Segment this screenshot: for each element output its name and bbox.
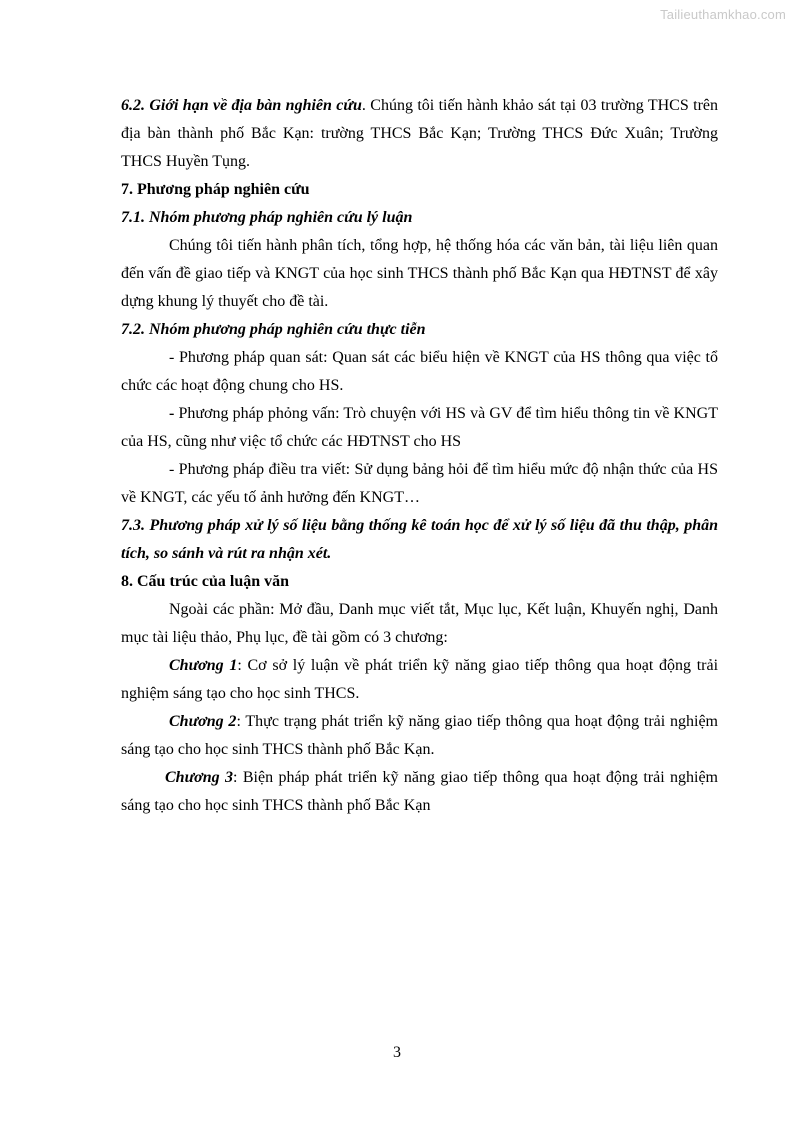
list-item-observation: - Phương pháp quan sát: Quan sát các biểu hiện về KNGT của HS thông qua việc tổ chức các hoạt động chung cho HS. <box>121 349 718 394</box>
paragraph-8-intro: Ngoài các phần: Mở đầu, Danh mục viết tắt, Mục lục, Kết luận, Khuyến nghị, Danh mục tài liệu thảo, Phụ lục, đề tài gồm có 3 chương: <box>121 601 718 646</box>
paragraph-7-1: Chúng tôi tiến hành phân tích, tổng hợp, hệ thống hóa các văn bản, tài liệu liên quan đến vấn đề giao tiếp và KNGT của học sinh THCS thành phố Bắc Kạn qua HĐTNST để xây dựng khung lý thuyết cho đề tài. <box>121 237 718 310</box>
chapter-1-text: : Cơ sở lý luận về phát triển kỹ năng giao tiếp thông qua hoạt động trải nghiệm sáng tạo cho học sinh THCS. <box>121 657 719 702</box>
chapter-3-text: : Biện pháp phát triển kỹ năng giao tiếp thông qua hoạt động trải nghiệm sáng tạo cho học sinh THCS thành phố Bắc Kạn <box>121 769 719 814</box>
list-item-interview <box>121 400 718 456</box>
chapter-3 <box>121 764 718 820</box>
heading-7-2: 7.2. Nhóm phương pháp nghiên cứu thực tiễn <box>121 321 426 338</box>
heading-8: 8. Cấu trúc của luận văn <box>121 573 290 590</box>
interview-text: Phương pháp phỏng vấn: Trò chuyện với HS và GV để tìm hiểu thông tin về KNGT của HS, cũng như việc tổ chức các HĐTNST cho HS <box>121 405 718 450</box>
document-body <box>121 92 718 820</box>
chapter-3-label: Chương 3 <box>165 769 234 786</box>
watermark: Tailieuthamkhao.com <box>660 7 786 22</box>
heading-7-3: 7.3. Phương pháp xử lý số liệu bằng thống kê toán học để xử lý số liệu đã thu thập, phân tích, so sánh và rút ra nhận xét. <box>121 517 718 562</box>
text-6-2: . Chúng tôi tiến hành khảo sát tại 03 trường THCS trên địa bàn thành phố Bắc Kạn: trường THCS Bắc Kạn; Trường THCS Đức Xuân; Trường THCS Huyền Tụng. <box>121 97 719 170</box>
interview-dash: - <box>169 405 175 422</box>
heading-7: 7. Phương pháp nghiên cứu <box>121 181 310 198</box>
chapter-2-text: : Thực trạng phát triển kỹ năng giao tiếp thông qua hoạt động trải nghiệm sáng tạo cho học sinh THCS thành phố Bắc Kạn. <box>121 713 718 758</box>
heading-6-2: 6.2. Giới hạn về địa bàn nghiên cứu <box>121 97 362 114</box>
chapter-2 <box>121 708 718 764</box>
list-item-survey: - Phương pháp điều tra viết: Sử dụng bảng hỏi để tìm hiểu mức độ nhận thức của HS về KNGT, các yếu tố ảnh hưởng đến KNGT… <box>121 461 718 506</box>
heading-7-1: 7.1. Nhóm phương pháp nghiên cứu lý luận <box>121 209 413 226</box>
chapter-1 <box>121 652 718 708</box>
paragraph-6-2 <box>121 92 718 176</box>
chapter-1-label: Chương 1 <box>169 657 238 674</box>
page-number: 3 <box>393 1044 401 1061</box>
chapter-2-label: Chương 2 <box>169 713 237 730</box>
